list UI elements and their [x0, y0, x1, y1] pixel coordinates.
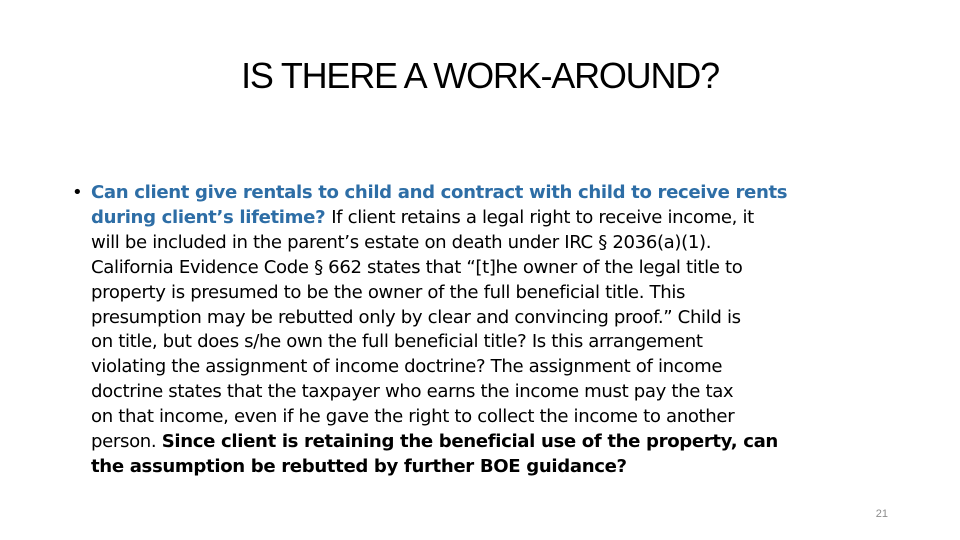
bullet-text-line	[72, 405, 892, 430]
slide-title: IS THERE A WORK-AROUND?	[241, 55, 719, 96]
bullet-text-line	[72, 380, 892, 405]
text-run: person.	[91, 431, 162, 453]
text-run: on that income, even if he gave the right to collect the income to another	[91, 406, 735, 428]
bullet-paragraph	[72, 181, 892, 480]
text-run: violating the assignment of income doctrine? The assignment of income	[91, 356, 723, 378]
text-run: Can client give rentals to child and contract with child to receive rents	[91, 182, 788, 203]
bullet-text-line	[72, 181, 892, 206]
text-run: on title, but does s/he own the full beneficial title? Is this arrangement	[91, 331, 703, 353]
bullet-dot: •	[72, 182, 83, 203]
bullet-text-line	[72, 281, 892, 306]
bullet-text-line	[72, 231, 892, 256]
text-run: presumption may be rebutted only by clear and convincing proof.” Child is	[91, 306, 741, 328]
bullet-text-line	[72, 256, 892, 281]
bullet-text-line	[72, 206, 892, 231]
bullet-text-line	[72, 306, 892, 331]
text-run: during client’s lifetime?	[91, 206, 332, 228]
text-run: doctrine states that the taxpayer who earns the income must pay the tax	[91, 381, 734, 403]
bullet-text-line	[72, 330, 892, 355]
bullet-text-line	[72, 430, 892, 455]
text-run: the assumption be rebutted by further BOE guidance?	[91, 455, 627, 477]
text-run: property is presumed to be the owner of the full beneficial title. This	[91, 281, 686, 303]
text-run: California Evidence Code § 662 states that “[t]he owner of the legal title to	[91, 256, 743, 278]
bullet-text-line	[72, 355, 892, 380]
text-run: If client retains a legal right to receive income, it	[331, 206, 754, 228]
bullet-text-line	[72, 455, 892, 480]
page-number: 21	[875, 508, 888, 520]
text-run: will be included in the parent’s estate on death under IRC § 2036(a)(1).	[91, 231, 712, 253]
text-run: Since client is retaining the beneficial use of the property, can	[161, 431, 778, 453]
